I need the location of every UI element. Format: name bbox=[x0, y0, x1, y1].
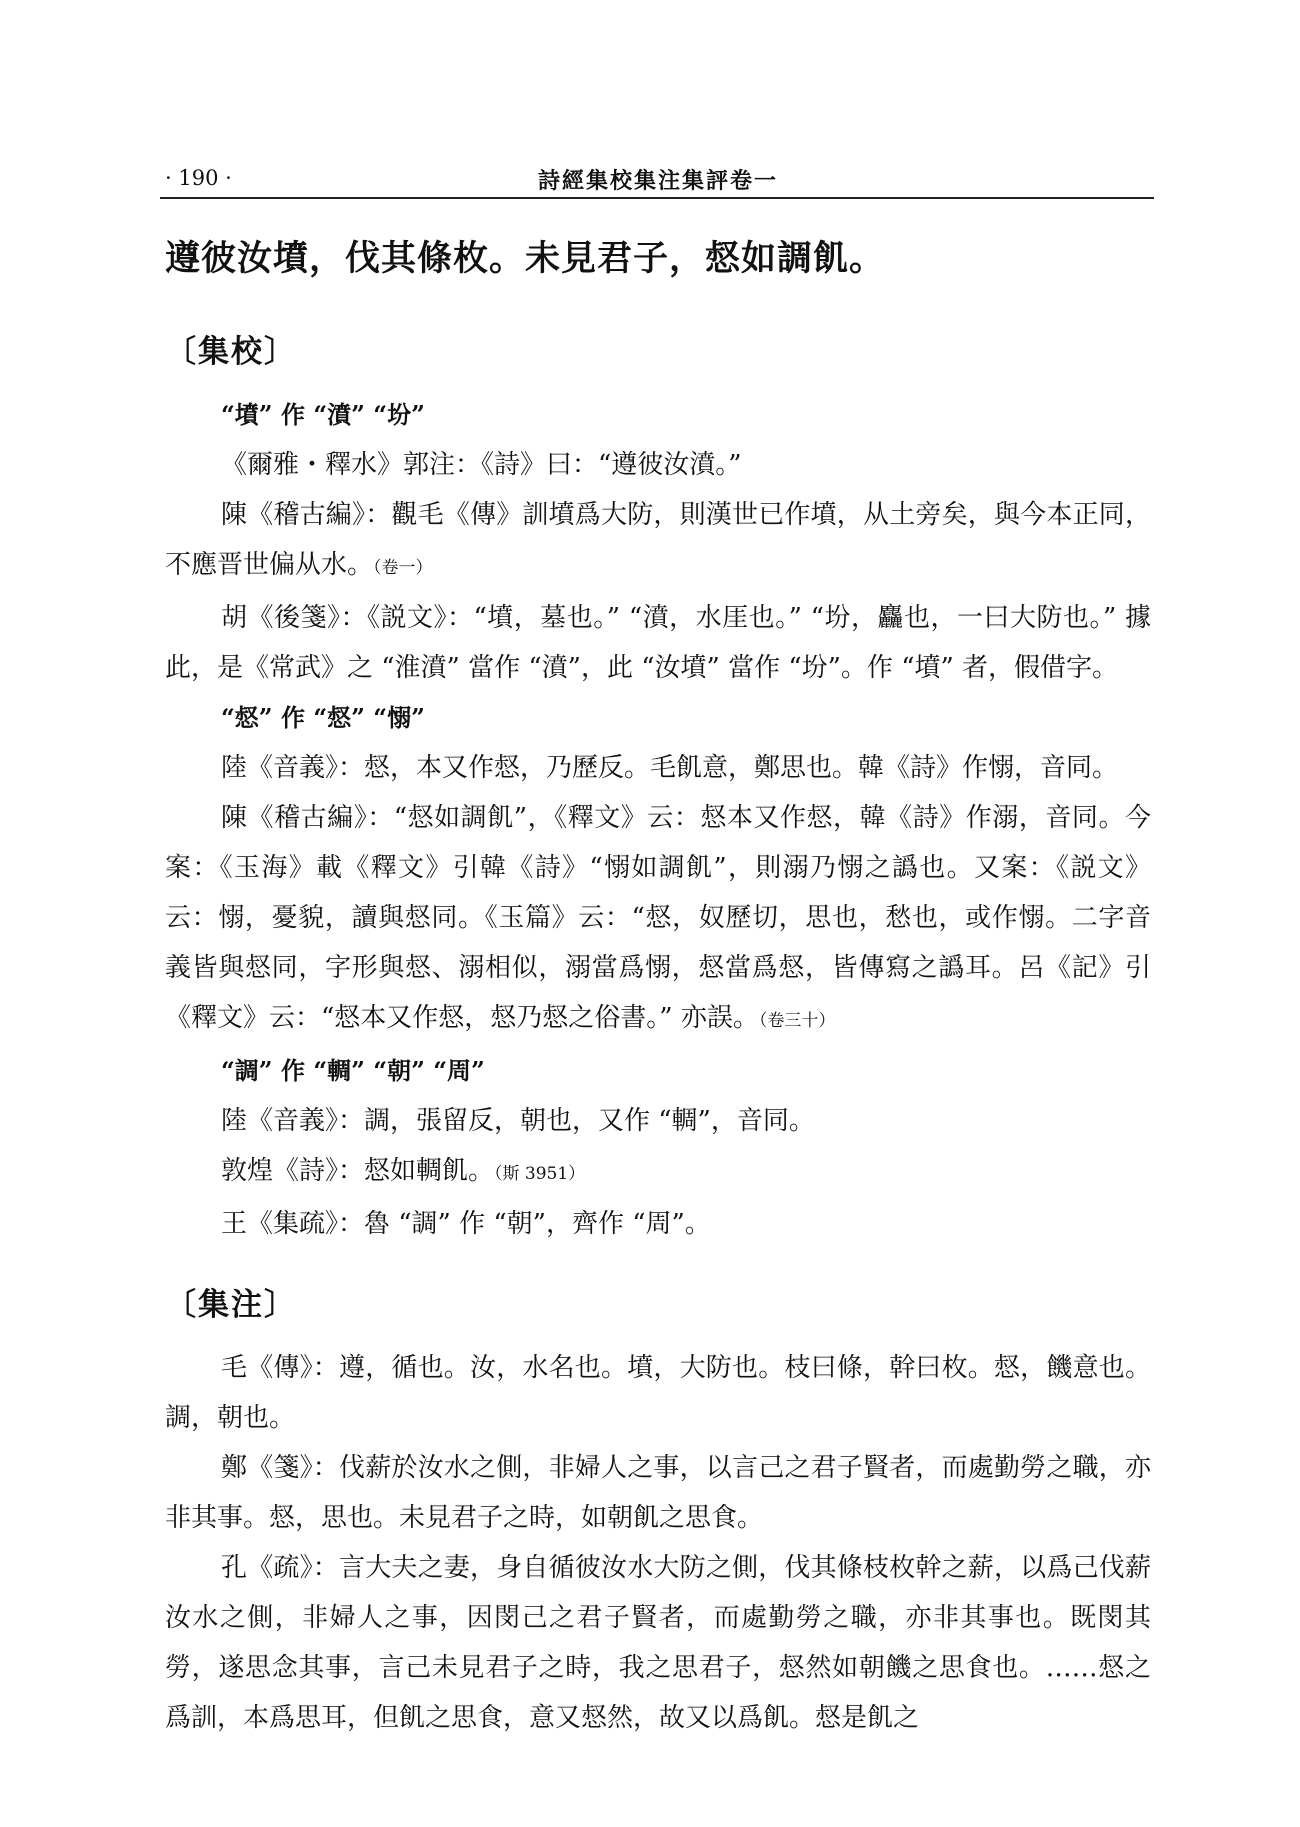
paragraph: 陸《音義》：惄，本又作惄，乃歷反。毛飢意，鄭思也。韓《詩》作愵，音同。 bbox=[221, 753, 1119, 783]
paragraph-text: 陳《稽古編》：“惄如調飢”，《釋文》云：惄本又作惄，韓《詩》作溺，音同。今案：《玉海》載《釋文》引韓《詩》“愵如調飢”，則溺乃愵之譌也。又案：《説文》云：愵，憂貌，讀與惄同。《玉篇》云：“惄，奴歷切，思也，愁也，或作愵。二字音義皆與惄同，字形與惄、溺相似，溺當爲愵，惄當爲惄，皆傳寫之譌耳。呂《記》引《釋文》云：“惄本又作惄，惄乃惄之俗書。” 亦誤。 bbox=[165, 803, 1151, 1033]
paragraph bbox=[165, 490, 1151, 593]
section-heading-jijiao: 〔集校〕 bbox=[165, 334, 297, 370]
paragraph-text: 敦煌《詩》：惄如輖飢。 bbox=[221, 1156, 495, 1186]
running-title: 詩經集校集注集評卷一 bbox=[537, 168, 778, 194]
paragraph: 王《集疏》：魯 “調” 作 “朝”，齊作 “周”。 bbox=[221, 1209, 711, 1239]
variant-heading-2: “惄” 作 “惄” “愵” bbox=[221, 703, 425, 732]
variant-heading-1: “墳” 作 “濆” “坋” bbox=[221, 400, 425, 429]
paragraph: 《爾雅・釋水》郭注：《詩》曰：“遵彼汝濆。” bbox=[221, 450, 742, 480]
source-note: （卷三十） bbox=[758, 1011, 836, 1031]
verse-line: 遵彼汝墳，伐其條枚。未見君子，惄如調飢。 bbox=[165, 238, 886, 279]
section-heading-jizhu: 〔集注〕 bbox=[165, 1287, 297, 1323]
variant-heading-3: “調” 作 “輖” “朝” “周” bbox=[221, 1056, 485, 1085]
paragraph: 毛《傳》：遵，循也。汝，水名也。墳，大防也。枝曰條，幹曰枚。惄，饑意也。調，朝也。 bbox=[165, 1353, 1151, 1433]
paragraph: 陸《音義》：調，張留反，朝也，又作 “輖”，音同。 bbox=[221, 1106, 815, 1136]
header-rule bbox=[160, 197, 1154, 199]
page-number: · 190 · bbox=[165, 166, 232, 190]
paragraph: 孔《疏》：言大夫之妻，身自循彼汝水大防之側，伐其條枝枚幹之薪，以爲己伐薪汝水之側，非婦人之事，因閔己之君子賢者，而處勤勞之職，亦非其事也。既閔其勞，遂思念其事，言己未見君子之時，我之思君子，惄然如朝饑之思食也。……惄之爲訓，本爲思耳，但飢之思食，意又惄然，故又以爲飢。惄是飢之 bbox=[165, 1553, 1151, 1733]
paragraph bbox=[165, 1146, 1151, 1199]
source-note: （卷一） bbox=[373, 558, 433, 578]
paragraph-text: 陳《稽古編》：觀毛《傳》訓墳爲大防，則漢世已作墳，从土旁矣，與今本正同，不應晋世偏从水。 bbox=[165, 500, 1151, 580]
page-header bbox=[165, 160, 1151, 200]
source-note: （斯 3951） bbox=[494, 1164, 586, 1184]
paragraph bbox=[165, 793, 1151, 1046]
paragraph: 胡《後箋》：《説文》：“墳，墓也。” “濆，水厓也。” “坋，麤也，一曰大防也。” 據此，是《常武》之 “淮濆” 當作 “濆”，此 “汝墳” 當作 “坋”。作 “墳” 者，假借字。 bbox=[165, 603, 1151, 683]
paragraph: 鄭《箋》：伐薪於汝水之側，非婦人之事，以言己之君子賢者，而處勤勞之職，亦非其事。惄，思也。未見君子之時，如朝飢之思食。 bbox=[165, 1453, 1151, 1533]
page-body bbox=[165, 228, 1151, 1743]
